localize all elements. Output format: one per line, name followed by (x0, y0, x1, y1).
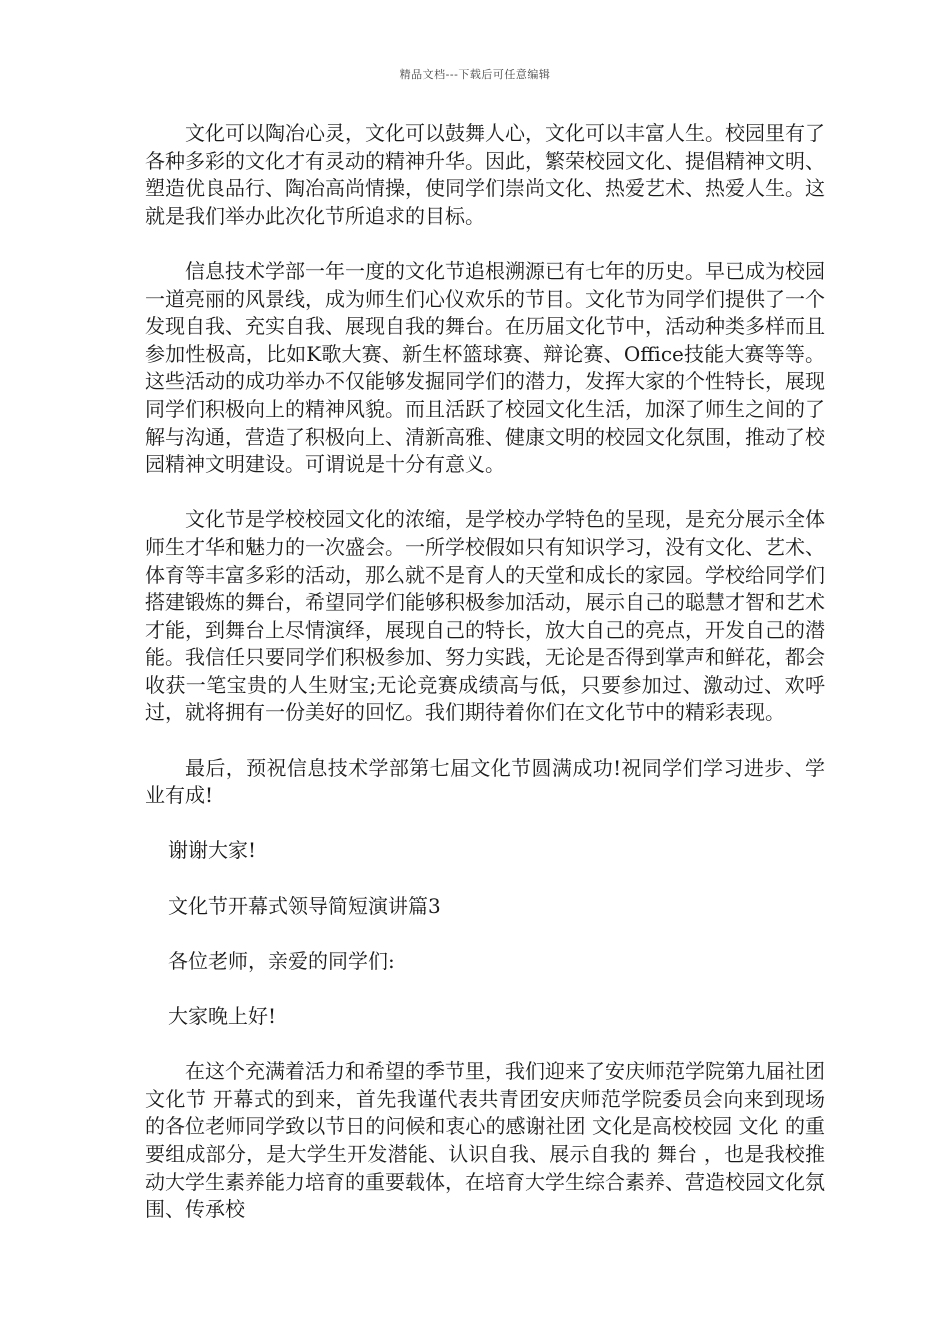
document-body (145, 120, 825, 1251)
paragraph-2: 信息技术学部一年一度的文化节追根溯源已有七年的历史。早已成为校园一道亮丽的风景线，成为师生们心仪欢乐的节目。文化节为同学们提供了一个发现自我、充实自我、展现自我的舞台。在历届文化节中，活动种类多样而且参加性极高，比如K歌大赛、新生杯篮球赛、辩论赛、Office技能大赛等等。这些活动的成功举办不仅能够发掘同学们的潜力，发挥大家的个性特长，展现同学们积极向上的精神风貌。而且活跃了校园文化生活，加深了师生之间的了解与沟通，营造了积极向上、清新高雅、健康文明的校园文化氛围，推动了校园精神文明建设。可谓说是十分有意义。 (145, 258, 825, 477)
paragraph-1: 文化可以陶冶心灵，文化可以鼓舞人心，文化可以丰富人生。校园里有了各种多彩的文化才有灵动的精神升华。因此，繁荣校园文化、提倡精神文明、塑造优良品行、陶冶高尚情操，使同学们崇尚文化、热爱艺术、热爱人生。这就是我们举办此次化节所追求的目标。 (145, 121, 825, 228)
paragraph-4: 最后，预祝信息技术学部第七届文化节圆满成功!祝同学们学习进步、学业有成! (145, 755, 825, 808)
thanks-line: 谢谢大家! (168, 838, 257, 863)
paragraph-final: 在这个充满着活力和希望的季节里，我们迎来了安庆师范学院第九届社团 文化节 开幕式的到来，首先我谨代表共青团安庆师范学院委员会向来到现场的各位老师同学致以节日的问候和衷心的感谢社团 文化是高校校园 文化 的重要组成部分，是大学生开发潜能、认识自我、展示自我的 舞台 ，也是我校推动大学生素养能力培育的重要载体，在培育大学生综合素养、营造校园文化氛围、传承校 (145, 1059, 825, 1222)
paragraph-3: 文化节是学校校园文化的浓缩，是学校办学特色的呈现，是充分展示全体师生才华和魅力的一次盛会。一所学校假如只有知识学习，没有文化、艺术、体育等丰富多彩的活动，那么就不是育人的天堂和成长的家园。学校给同学们搭建锻炼的舞台，希望同学们能够积极参加活动，展示自己的聪慧才智和艺术才能，到舞台上尽情演绎，展现自己的特长，放大自己的亮点，开发自己的潜能。我信任只要同学们积极参加、努力实践，无论是否得到掌声和鲜花，都会收获一笔宝贵的人生财宝;无论竞赛成绩高与低，只要参加过、激动过、欢呼过，就将拥有一份美好的回忆。我们期待着你们在文化节中的精彩表现。 (145, 507, 825, 725)
greeting-line: 大家晚上好! (168, 1004, 277, 1028)
salutation-line: 各位老师，亲爱的同学们: (168, 948, 395, 973)
page-header: 精品文档---下载后可任意编辑 (399, 68, 551, 81)
section-title: 文化节开幕式领导简短演讲篇3 (168, 893, 441, 918)
